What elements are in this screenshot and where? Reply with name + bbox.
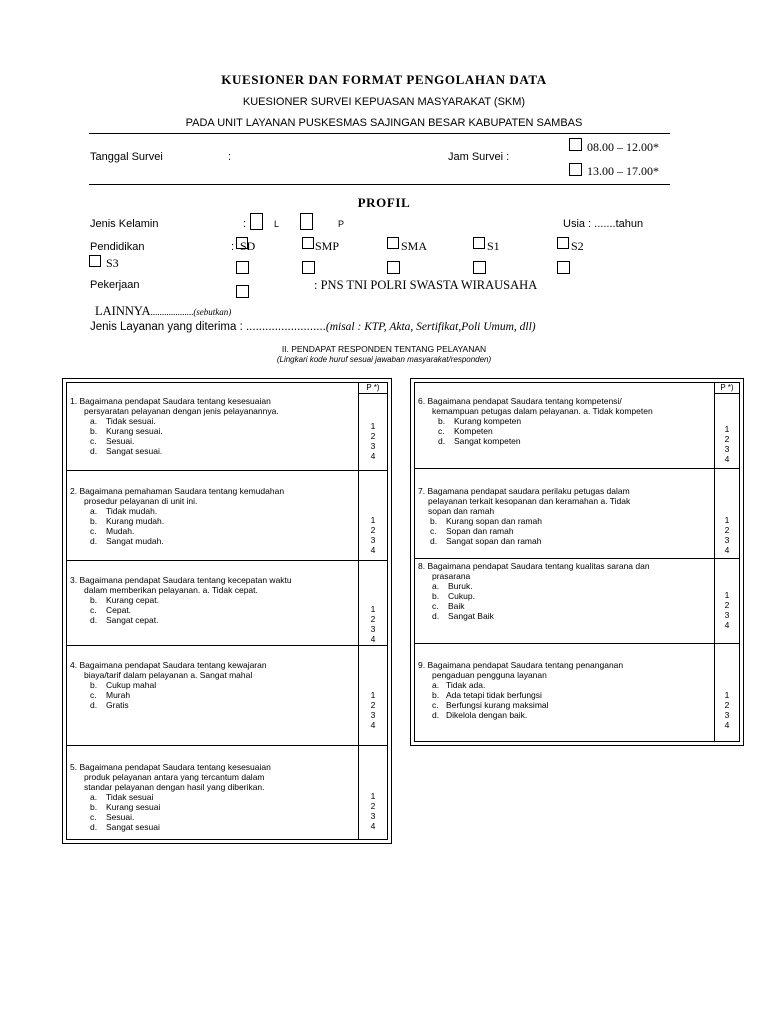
question-3: [70, 575, 358, 625]
left-p-header: P *): [366, 383, 380, 392]
question-6-option-b[interactable]: [418, 416, 714, 426]
gender-p-checkbox[interactable]: [300, 213, 313, 230]
lainnya-label: [95, 304, 231, 319]
option-key: b.: [90, 680, 98, 690]
code-4[interactable]: 4: [370, 451, 376, 461]
option-text: Berfungsi kurang maksimal: [446, 700, 549, 710]
question-5-option-d[interactable]: [70, 822, 358, 832]
pendidikan-label: Pendidikan: [90, 241, 145, 253]
question-1-option-a[interactable]: [70, 416, 358, 426]
option-key: a.: [90, 416, 98, 426]
code-3[interactable]: 3: [724, 535, 730, 545]
gender-p-label: P: [338, 219, 345, 229]
code-1[interactable]: 1: [370, 604, 376, 614]
code-4[interactable]: 4: [370, 545, 376, 555]
edu-s1-checkbox[interactable]: [473, 237, 485, 249]
option-key: a.: [90, 792, 98, 802]
code-4[interactable]: 4: [370, 634, 376, 644]
slot2-label: 13.00 – 17.00*: [587, 164, 659, 178]
question-9-option-d[interactable]: [418, 710, 714, 720]
pekerjaan-label: Pekerjaan: [90, 279, 140, 291]
question-6-codes: [714, 424, 740, 464]
pekerjaan-options: : PNS TNI POLRI SWASTA WIRAUSAHA: [314, 278, 538, 292]
option-key: c.: [438, 426, 445, 436]
code-4[interactable]: 4: [370, 720, 376, 730]
option-text: Tidak mudah.: [106, 506, 158, 516]
question-7-line-3: sopan dan ramah: [428, 506, 495, 516]
option-text: Kurang sesuai: [106, 802, 161, 812]
option-key: d.: [90, 700, 98, 710]
question-6-line-1: 6. Bagaimana pendapat Saudara tentang kompetensi/: [418, 396, 622, 406]
option-key: d.: [430, 536, 438, 546]
question-1-option-b[interactable]: [70, 426, 358, 436]
option-key: c.: [90, 605, 97, 615]
row-box-4[interactable]: [473, 261, 486, 274]
row-box-1[interactable]: [236, 261, 249, 274]
option-key: a.: [90, 506, 98, 516]
question-8-line-2: prasarana: [432, 571, 471, 581]
option-text: Tidak ada.: [446, 680, 486, 690]
option-text: Ada tetapi tidak berfungsi: [446, 690, 542, 700]
lainnya-dots: ...................: [150, 307, 194, 317]
code-1[interactable]: 1: [370, 791, 376, 801]
option-text: Kurang sopan dan ramah: [446, 516, 542, 526]
option-key: c.: [90, 690, 97, 700]
option-key: c.: [90, 526, 97, 536]
right-p-header: P *): [720, 383, 734, 392]
question-3-codes: [360, 604, 386, 644]
option-key: b.: [432, 690, 440, 700]
sebutkan-hint: (sebutkan): [193, 307, 232, 317]
question-6: [418, 396, 714, 446]
code-2[interactable]: 2: [370, 431, 376, 441]
edu-s3-checkbox[interactable]: [89, 255, 101, 267]
question-2-codes: [360, 515, 386, 555]
question-7-codes: [714, 515, 740, 555]
option-text: Kurang cepat.: [106, 595, 159, 605]
option-text: Murah: [106, 690, 131, 700]
question-9-codes: [714, 690, 740, 730]
option-text: Tidak sesuai: [106, 792, 154, 802]
option-key: a.: [432, 680, 440, 690]
left-p-header-line: [358, 393, 388, 394]
row-box-5[interactable]: [557, 261, 570, 274]
question-2: [70, 486, 358, 546]
code-3[interactable]: 3: [370, 710, 376, 720]
option-key: b.: [90, 426, 98, 436]
option-key: d.: [438, 436, 446, 446]
question-4-option-c[interactable]: [70, 690, 358, 700]
option-text: Sangat sesuai: [106, 822, 160, 832]
option-text: Sopan dan ramah: [446, 526, 514, 536]
question-3-option-d[interactable]: [70, 615, 358, 625]
form-title: KUESIONER DAN FORMAT PENGOLAHAN DATA: [221, 72, 547, 87]
code-2[interactable]: 2: [724, 525, 730, 535]
question-5: [70, 762, 358, 832]
question-8-option-b[interactable]: [418, 591, 714, 601]
code-2[interactable]: 2: [724, 434, 730, 444]
option-key: b.: [430, 516, 438, 526]
edu-s2-label: S2: [571, 239, 584, 253]
lainnya-text: LAINNYA: [95, 304, 151, 318]
code-1[interactable]: 1: [370, 421, 376, 431]
question-8-codes: [714, 590, 740, 630]
edu-s3-label: S3: [106, 256, 119, 270]
option-key: d.: [90, 822, 98, 832]
jenis-layanan-hint: (misal : KTP, Akta, Sertifikat,Poli Umum, dll): [325, 321, 536, 333]
option-key: d.: [90, 615, 98, 625]
question-3-option-b[interactable]: [70, 595, 358, 605]
section2-heading: II. PENDAPAT RESPONDEN TENTANG PELAYANAN: [281, 344, 487, 354]
code-3[interactable]: 3: [370, 441, 376, 451]
code-2[interactable]: 2: [370, 700, 376, 710]
option-text: Dikelola dengan baik.: [446, 710, 528, 720]
question-2-line-1: 2. Bagaimana pemahaman Saudara tentang kemudahan: [70, 486, 285, 496]
edu-s2-checkbox[interactable]: [557, 237, 569, 249]
option-text: Cukup mahal: [106, 680, 157, 690]
gender-l-checkbox[interactable]: [250, 213, 263, 230]
question-7-line-1: 7. Bagamana pendapat saudara perilaku petugas dalam: [418, 486, 630, 496]
edu-s1-label: S1: [487, 239, 500, 253]
option-key: d.: [90, 536, 98, 546]
option-text: Sesuai.: [106, 812, 135, 822]
question-8-option-c[interactable]: [418, 601, 714, 611]
code-4[interactable]: 4: [724, 620, 730, 630]
option-text: Kurang kompeten: [454, 416, 522, 426]
option-text: Tidak sesuai.: [106, 416, 156, 426]
option-key: b.: [432, 591, 440, 601]
slot1-label: 08.00 – 12.00*: [587, 140, 659, 154]
gender-l-label: L: [274, 219, 280, 229]
option-text: Kurang mudah.: [106, 516, 165, 526]
option-text: Buruk.: [448, 581, 473, 591]
code-1[interactable]: 1: [370, 515, 376, 525]
code-4[interactable]: 4: [724, 454, 730, 464]
left-row-line-2: [66, 560, 388, 561]
left-row-line-4: [66, 745, 388, 746]
left-row-line-3: [66, 645, 388, 646]
tanggal-colon: :: [228, 151, 232, 163]
option-key: c.: [432, 700, 439, 710]
question-4-line-2: biaya/tarif dalam pelayanan a. Sangat mahal: [84, 670, 253, 680]
option-key: c.: [432, 601, 439, 611]
question-1-line-1: 1. Bagaimana pendapat Saudara tentang kesesuaian: [70, 396, 271, 406]
slot2-checkbox[interactable]: [569, 163, 582, 176]
row-box-3[interactable]: [387, 261, 400, 274]
question-6-option-c[interactable]: [418, 426, 714, 436]
question-5-line-3: standar pelayanan dengan hasil yang diberikan.: [84, 782, 265, 792]
question-2-line-2: prosedur pelayanan di unit ini.: [84, 496, 198, 506]
option-text: Sangat Baik: [448, 611, 494, 621]
question-4-option-b[interactable]: [70, 680, 358, 690]
pendidikan-colon: :: [231, 241, 235, 253]
question-4-line-1: 4. Bagaimana pendapat Saudara tentang kewajaran: [70, 660, 267, 670]
option-text: Cukup.: [448, 591, 475, 601]
row-box-2[interactable]: [302, 261, 315, 274]
question-9-line-1: 9. Bagaimana pendapat Saudara tentang penanganan: [418, 660, 624, 670]
question-5-line-1: 5. Bagaimana pendapat Saudara tentang kesesuaian: [70, 762, 271, 772]
option-text: Baik: [448, 601, 465, 611]
question-2-option-c[interactable]: [70, 526, 358, 536]
pekerjaan-checkbox[interactable]: [236, 285, 249, 298]
edu-smp-label: SMP: [315, 239, 340, 253]
code-1[interactable]: 1: [724, 590, 730, 600]
code-1[interactable]: 1: [724, 515, 730, 525]
question-1: [70, 396, 358, 456]
option-key: c.: [90, 436, 97, 446]
question-5-option-c[interactable]: [70, 812, 358, 822]
jenis-layanan-label: Jenis Layanan yang diterima : .........................: [90, 321, 326, 333]
question-9-option-a[interactable]: [418, 680, 714, 690]
question-7-option-c[interactable]: [418, 526, 714, 536]
jenis-kelamin-colon: :: [243, 218, 247, 230]
code-1[interactable]: 1: [370, 690, 376, 700]
option-text: Mudah.: [106, 526, 135, 536]
code-3[interactable]: 3: [724, 610, 730, 620]
question-8-option-a[interactable]: [418, 581, 714, 591]
code-2[interactable]: 2: [370, 614, 376, 624]
question-4-option-d[interactable]: [70, 700, 358, 710]
code-1[interactable]: 1: [724, 690, 730, 700]
question-3-line-1: 3. Bagaimana pendapat Saudara tentang kecepatan waktu: [70, 575, 292, 585]
option-text: Sangat sesuai.: [106, 446, 163, 456]
right-p-header-line: [714, 393, 740, 394]
code-2[interactable]: 2: [370, 801, 376, 811]
divider-top: [89, 133, 670, 134]
code-3[interactable]: 3: [370, 811, 376, 821]
option-key: d.: [432, 710, 440, 720]
left-p-col-divider: [358, 382, 359, 840]
usia-label: Usia : .......tahun: [563, 218, 644, 230]
code-3[interactable]: 3: [370, 624, 376, 634]
question-2-option-a[interactable]: [70, 506, 358, 516]
code-4[interactable]: 4: [724, 545, 730, 555]
question-5-codes: [360, 791, 386, 831]
question-9-option-b[interactable]: [418, 690, 714, 700]
jenis-layanan-row: [90, 321, 536, 333]
edu-sma-checkbox[interactable]: [387, 237, 399, 249]
form-unit: PADA UNIT LAYANAN PUSKESMAS SAJINGAN BESAR KABUPATEN SAMBAS: [185, 117, 583, 129]
code-2[interactable]: 2: [370, 525, 376, 535]
jam-survei-label: Jam Survei :: [448, 151, 510, 163]
question-1-codes: [360, 421, 386, 461]
code-3[interactable]: 3: [724, 710, 730, 720]
profil-heading: PROFIL: [357, 195, 411, 210]
question-8-option-d[interactable]: [418, 611, 714, 621]
option-key: b.: [90, 595, 98, 605]
code-2[interactable]: 2: [724, 600, 730, 610]
option-key: b.: [90, 802, 98, 812]
question-1-line-2: persyaratan pelayanan dengan jenis pelayanannya.: [84, 406, 279, 416]
code-4[interactable]: 4: [370, 821, 376, 831]
question-1-option-d[interactable]: [70, 446, 358, 456]
right-row-line-1: [414, 468, 740, 469]
question-2-option-d[interactable]: [70, 536, 358, 546]
option-key: c.: [430, 526, 437, 536]
question-9-line-2: pengaduan pengguna layanan: [432, 670, 547, 680]
question-9: [418, 660, 714, 720]
code-4[interactable]: 4: [724, 720, 730, 730]
option-text: Gratis: [106, 700, 129, 710]
option-text: Sangat mudah.: [106, 536, 164, 546]
option-text: Sangat kompeten: [454, 436, 521, 446]
edu-smp-checkbox[interactable]: [302, 237, 314, 249]
question-4-codes: [360, 690, 386, 730]
section2-note: (Lingkari kode huruf sesuai jawaban masyarakat/responden): [276, 355, 492, 364]
code-3[interactable]: 3: [370, 535, 376, 545]
question-8: [418, 561, 714, 621]
option-key: a.: [432, 581, 440, 591]
code-1[interactable]: 1: [724, 424, 730, 434]
question-1-option-c[interactable]: [70, 436, 358, 446]
question-6-option-d[interactable]: [418, 436, 714, 446]
option-text: Sangat cepat.: [106, 615, 159, 625]
tanggal-survei-label: Tanggal Survei: [90, 151, 163, 163]
question-7-option-d[interactable]: [418, 536, 714, 546]
option-key: b.: [438, 416, 446, 426]
right-row-line-2: [414, 558, 740, 559]
question-5-option-b[interactable]: [70, 802, 358, 812]
question-7-line-2: pelayanan terkait kesopanan dan keramahan a. Tidak: [428, 496, 631, 506]
option-text: Sangat sopan dan ramah: [446, 536, 542, 546]
question-3-option-c[interactable]: [70, 605, 358, 615]
question-5-line-2: produk pelayanan antara yang tercantum dalam: [84, 772, 265, 782]
edu-sma-label: SMA: [401, 239, 428, 253]
question-9-option-c[interactable]: [418, 700, 714, 710]
question-7: [418, 486, 714, 546]
divider-bottom: [89, 184, 670, 185]
question-4: [70, 660, 358, 710]
option-text: Sesuai.: [106, 436, 135, 446]
jenis-kelamin-label: Jenis Kelamin: [90, 218, 159, 230]
option-key: d.: [432, 611, 440, 621]
left-row-line-1: [66, 470, 388, 471]
edu-sd-label: SD: [240, 239, 256, 253]
code-2[interactable]: 2: [724, 700, 730, 710]
option-key: d.: [90, 446, 98, 456]
question-6-line-2: kemampuan petugas dalam pelayanan. a. Tidak kompeten: [432, 406, 653, 416]
option-text: Cepat.: [106, 605, 132, 615]
option-key: c.: [90, 812, 97, 822]
question-3-line-2: dalam memberikan pelayanan. a. Tidak cepat.: [84, 585, 258, 595]
option-text: Kurang sesuai.: [106, 426, 163, 436]
question-5-option-a[interactable]: [70, 792, 358, 802]
option-key: b.: [90, 516, 98, 526]
option-text: Kompeten: [454, 426, 493, 436]
question-2-option-b[interactable]: [70, 516, 358, 526]
right-row-line-3: [414, 643, 740, 644]
code-3[interactable]: 3: [724, 444, 730, 454]
form-subtitle: KUESIONER SURVEI KEPUASAN MASYARAKAT (SKM): [242, 96, 526, 108]
slot1-checkbox[interactable]: [569, 138, 582, 151]
question-7-option-b[interactable]: [418, 516, 714, 526]
question-8-line-1: 8. Bagaimana pendapat Saudara tentang kualitas sarana dan: [418, 561, 650, 571]
